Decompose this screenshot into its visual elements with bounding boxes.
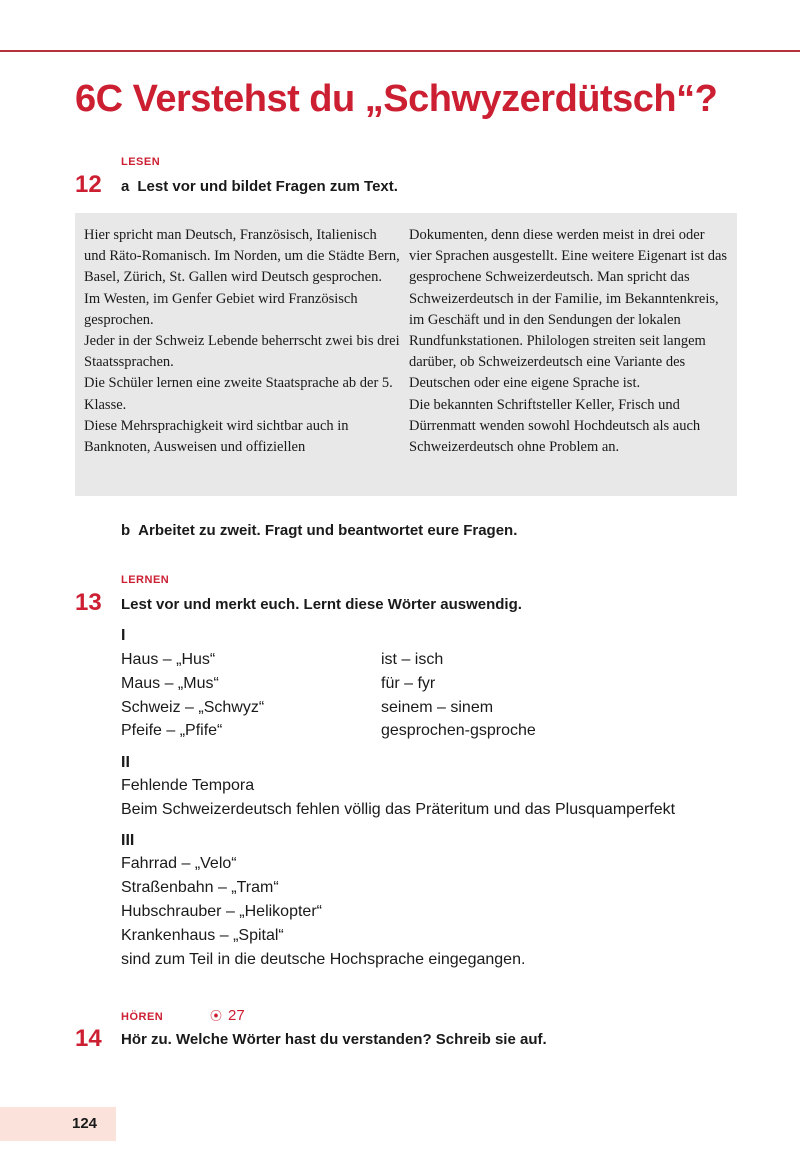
sub-letter-a: a (121, 178, 130, 195)
sub-letter-b: b (121, 522, 131, 539)
exercise-12a-instruction (121, 178, 398, 195)
paragraph: Im Westen, im Genfer Gebiet wird Französisch gesprochen. (84, 290, 358, 328)
section-label-lernen: LERNEN (121, 574, 170, 586)
part-2-heading: Fehlende Tempora (121, 777, 255, 794)
audio-track[interactable] (210, 1007, 245, 1024)
word-pair: Maus – „Mus“ (121, 675, 219, 692)
instruction-text: Arbeitet zu zweit. Fragt und beantwortet eure Fragen. (138, 522, 518, 539)
paragraph: Hier spricht man Deutsch, Französisch, Italienisch und Räto-Romanisch. Im Norden, um die Städte Bern, Basel, Zürich, St. Gallen wird Deutsch gesprochen. (84, 227, 400, 286)
paragraph: Dokumenten, denn diese werden meist in drei oder vier Sprachen ausgestellt. Eine weitere Eigenart ist das gesprochene Schweizerdeutsch. Man spricht das Schweizerdeutsch in der Familie, im Bekanntenkreis, im Geschäft und in den Sendungen der lokalen Rundfunkstationen. Philologen streiten seit langem darüber, ob Schweizerdeutsch eine Variante des Deutschen oder eine eigene Sprache ist. (409, 227, 728, 392)
reading-text-left-column (84, 225, 402, 458)
word-pair: Pfeife – „Pfife“ (121, 722, 223, 739)
track-number: 27 (228, 1007, 245, 1024)
paragraph: Die bekannten Schriftsteller Keller, Frisch und Dürrenmatt wenden sowohl Hochdeutsch als auch Schweizerdeutsch ohne Problem an. (409, 396, 701, 456)
word-pair: Fahrrad – „Velo“ (121, 855, 237, 872)
word-pair: Krankenhaus – „Spital“ (121, 927, 284, 944)
paragraph: Die Schüler lernen eine zweite Staatsprache ab der 5. Klasse. (84, 375, 393, 413)
exercise-number-14: 14 (75, 1025, 102, 1052)
section-label-lesen: LESEN (121, 156, 161, 168)
word-pair: für – fyr (381, 675, 436, 692)
word-pair: Hubschrauber – „Helikopter“ (121, 903, 322, 920)
part-label-2: II (121, 754, 130, 771)
exercise-13-instruction: Lest vor und merkt euch. Lernt diese Wörter auswendig. (121, 596, 522, 613)
top-divider (0, 50, 800, 52)
instruction-text: Lest vor und bildet Fragen zum Text. (137, 178, 398, 195)
exercise-number-12: 12 (75, 171, 102, 198)
exercise-number-13: 13 (75, 589, 102, 616)
audio-disc-icon: ⦿ (210, 1009, 223, 1023)
paragraph: Diese Mehrsprachigkeit wird sichtbar auch in Banknoten, Ausweisen und offiziellen (84, 417, 349, 456)
word-pair: seinem – sinem (381, 699, 494, 716)
word-pair: Straßenbahn – „Tram“ (121, 879, 279, 896)
reading-text-right-column (409, 225, 729, 458)
part-3-note: sind zum Teil in die deutsche Hochsprache eingegangen. (121, 951, 526, 968)
reading-text-box (75, 213, 737, 496)
page-number-box (0, 1107, 116, 1141)
part-label-3: III (121, 832, 135, 849)
exercise-14-instruction: Hör zu. Welche Wörter hast du verstanden? Schreib sie auf. (121, 1031, 547, 1048)
part-label-1: I (121, 627, 126, 644)
word-pair: Schweiz – „Schwyz“ (121, 699, 265, 716)
section-label-hoeren: HÖREN (121, 1011, 164, 1023)
paragraph: Jeder in der Schweiz Lebende beherrscht zwei bis drei Staatssprachen. (84, 333, 400, 371)
word-pair: Haus – „Hus“ (121, 651, 216, 668)
word-pair: ist – isch (381, 651, 444, 668)
exercise-12b-instruction (121, 522, 517, 539)
page-number: 124 (72, 1115, 98, 1132)
word-pair: gesprochen-gsproche (381, 722, 536, 739)
page-title: 6C Verstehst du „Schwyzerdütsch“? (75, 78, 718, 120)
part-2-text: Beim Schweizerdeutsch fehlen völlig das Präteritum und das Plusquamperfekt (121, 801, 676, 818)
